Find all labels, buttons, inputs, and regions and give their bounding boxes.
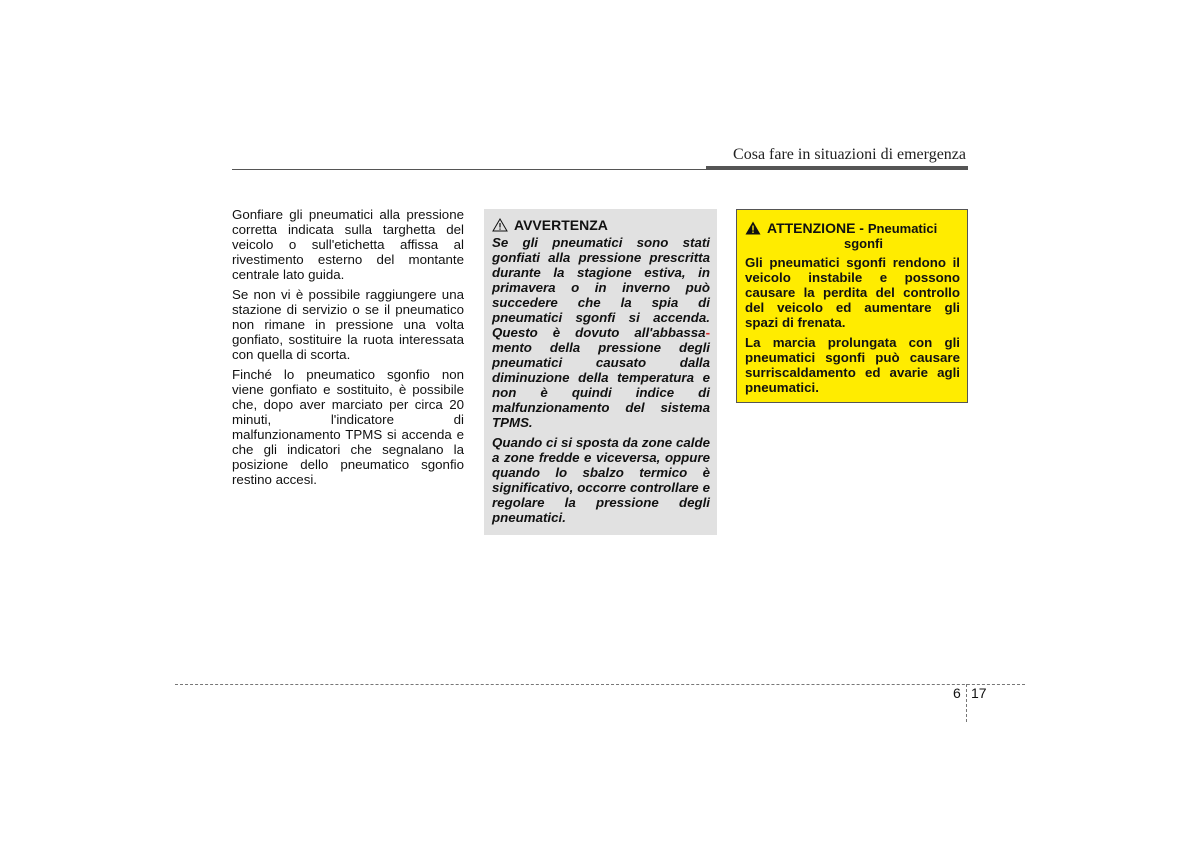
warning-triangle-filled-icon xyxy=(745,221,761,235)
warning-hyphen: - xyxy=(705,325,710,340)
footer-rule xyxy=(175,684,1025,685)
warning-header xyxy=(492,217,710,233)
warning-triangle-outline-icon xyxy=(492,218,508,232)
warning-text-part: Se gli pneumatici sono stati gonfiati alla pressione prescritta durante la stagione estiva, in primavera o in inverno può succedere che la spia di pneumatici sgonfi si accenda. Questo è dovuto all'abbassa xyxy=(492,235,710,340)
warning-text-part: mento della pressione degli pneumatici causato dalla diminuzione della temperatura e non è quindi indice di malfunzionamento del sistema TPMS. xyxy=(492,340,710,430)
caution-title: ATTENZIONE - xyxy=(767,220,864,236)
caution-header xyxy=(745,220,960,251)
caution-subtitle-line2: sgonfi xyxy=(844,236,883,251)
page-number: 17 xyxy=(971,685,987,701)
caution-paragraph: La marcia prolungata con gli pneumatici sgonfi può causare surriscaldamento ed avarie agli pneumatici. xyxy=(745,335,960,395)
body-paragraph: Finché lo pneumatico sgonfio non viene gonfiato e sostituito, è possibile che, dopo aver marciato per circa 20 minuti, l'indicatore di malfunzionamento TPMS si accenda e che gli indicatori che segnalano la posizione dello pneumatico sgonfio restino accesi. xyxy=(232,367,464,487)
warning-paragraph xyxy=(492,235,710,430)
body-paragraph: Gonfiare gli pneumatici alla pressione corretta indicata sulla targhetta del veicolo o sull'etichetta affissa al rivestimento esterno del montante centrale lato guida. xyxy=(232,207,464,282)
caution-box xyxy=(736,209,968,403)
caution-paragraph: Gli pneumatici sgonfi rendono il veicolo instabile e possono causare la perdita del controllo del veicolo ed aumentare gli spazi di frenata. xyxy=(745,255,960,330)
warning-title: AVVERTENZA xyxy=(514,217,608,233)
chapter-number: 6 xyxy=(953,685,961,701)
warning-paragraph: Quando ci si sposta da zone calde a zone fredde e viceversa, oppure quando lo sbalzo termico è significativo, occorre controllare e regolare la pressione degli pneumatici. xyxy=(492,435,710,525)
footer-divider xyxy=(966,684,967,722)
body-paragraph: Se non vi è possibile raggiungere una stazione di servizio o se il pneumatico non rimane in pressione una volta gonfiato, sostituire la ruota interessata con quella di scorta. xyxy=(232,287,464,362)
warning-box xyxy=(484,209,717,535)
running-header-title: Cosa fare in situazioni di emergenza xyxy=(733,146,966,163)
header-rule-accent xyxy=(706,166,968,170)
caution-subtitle: Pneumatici xyxy=(867,221,938,236)
body-text-column xyxy=(232,207,464,492)
